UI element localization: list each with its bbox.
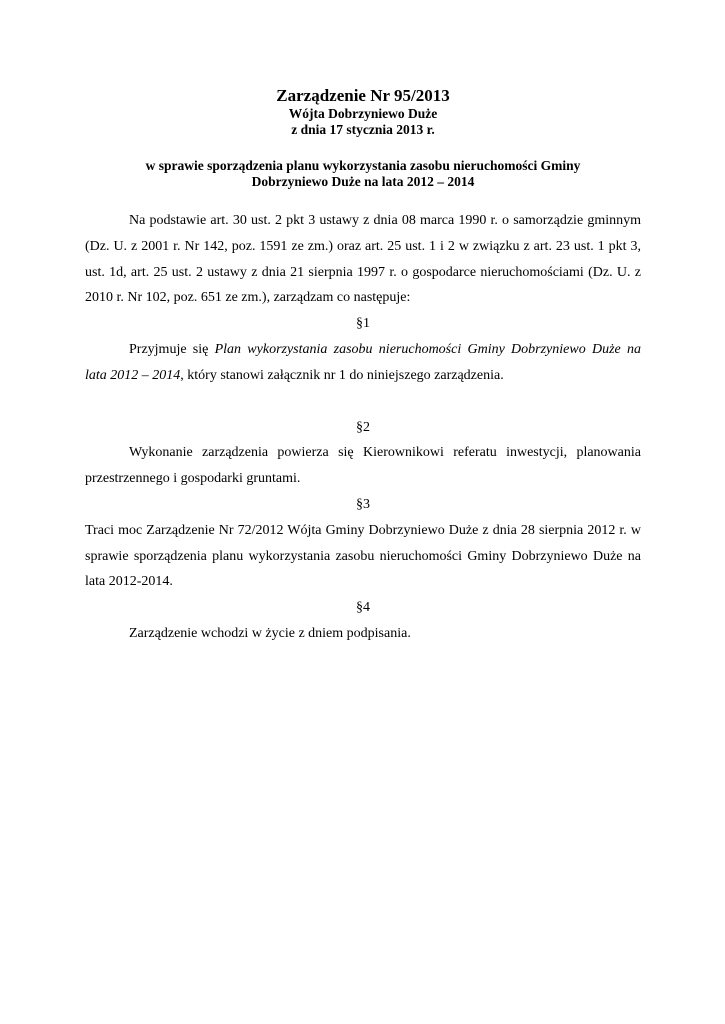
document-issuer: Wójta Dobrzyniewo Duże xyxy=(288,106,438,121)
section-4-label: §4 xyxy=(356,600,370,616)
section-2-text: Wykonanie zarządzenia powierza się Kierownikowi referatu inwestycji, planowania przestrzennego i gospodarki gruntami. xyxy=(85,445,641,487)
document-date: z dnia 17 stycznia 2013 r. xyxy=(291,122,435,137)
document-subject xyxy=(85,158,641,190)
section-1-text-after: , który stanowi załącznik nr 1 do niniejszego zarządzenia. xyxy=(180,367,504,383)
section-3-label: §3 xyxy=(356,496,370,512)
section-1-label: §1 xyxy=(356,316,370,332)
document-page xyxy=(85,86,641,647)
document-title: Zarządzenie Nr 95/2013 xyxy=(276,86,450,105)
section-1-text xyxy=(85,337,641,389)
section-1-plan-title: Plan wykorzystania zasobu nieruchomości Gminy Dobrzyniewo Duże na lata 2012 – 2014 xyxy=(85,341,641,383)
preamble-paragraph: Na podstawie art. 30 ust. 2 pkt 3 ustawy z dnia 08 marca 1990 r. o samorządzie gminnym (Dz. U. z 2001 r. Nr 142, poz. 1591 ze zm.) oraz art. 25 ust. 1 i 2 w związku z art. 23 ust. 1 pkt 3, ust. 1d, art. 25 ust. 2 ustawy z dnia 21 sierpnia 1997 r. o gospodarce nieruchomościami (Dz. U. z 2010 r. Nr 102, poz. 651 ze zm.), zarządzam co następuje: xyxy=(85,213,641,306)
section-3-text: Traci moc Zarządzenie Nr 72/2012 Wójta Gminy Dobrzyniewo Duże z dnia 28 sierpnia 2012 r. w sprawie sporządzenia planu wykorzystania zasobu nieruchomości Gminy Dobrzyniewo Duże na lata 2012-2014. xyxy=(85,522,641,590)
subject-line-2: Dobrzyniewo Duże na lata 2012 – 2014 xyxy=(251,174,475,189)
subject-line-1: w sprawie sporządzenia planu wykorzystania zasobu nieruchomości Gminy xyxy=(145,158,581,173)
section-4-text: Zarządzenie wchodzi w życie z dniem podpisania. xyxy=(129,625,411,641)
section-1-text-before: Przyjmuje się xyxy=(129,341,215,357)
section-2-label: §2 xyxy=(356,419,370,435)
